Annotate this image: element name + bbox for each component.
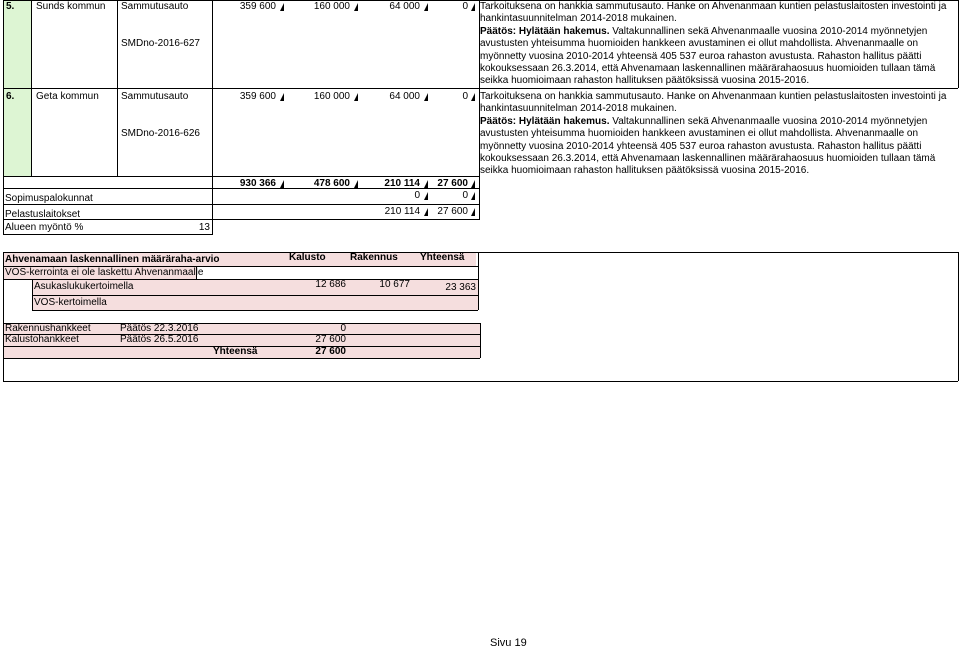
row5-building: 64 000 [389,1,420,12]
totals-building: 210 114 [384,178,420,189]
totals-total: 930 366 [239,178,276,189]
euro-icon [471,180,475,188]
grid-line [196,266,197,279]
contract-label: Sopimuspalokunnat [5,193,93,204]
euro-icon [424,3,428,11]
euro-icon [424,192,428,200]
euro-icon [471,208,475,216]
euro-icon [354,93,358,101]
totals-equipment: 478 600 [313,178,350,189]
estimate-col-equipment: Kalusto [289,252,326,263]
grid-line [3,252,4,381]
grid-line [3,188,480,189]
grid-line [958,0,959,88]
row6-target: Sammutusauto [121,91,189,102]
totals-other: 27 600 [437,178,468,189]
grid-line [32,279,33,310]
grid-line [31,0,32,176]
row5-decision-label: Päätös: Hylätään hakemus. [480,25,610,37]
grid-line [3,334,480,335]
row6-number: 6. [6,91,15,102]
grid-line [3,346,480,347]
decisions-total-amount: 27 600 [315,346,346,357]
row6-other: 0 [462,91,468,102]
row5-other: 0 [462,1,468,12]
grid-line [958,252,959,381]
grid-line [3,176,480,177]
grid-line [478,252,479,310]
row6-desc-prefix: Tarkoituksena on hankkia sammutusauto. Hanke on Ahvenanmaan kuntien pelastuslaitosten investointi ja hankintasuunnitelman 2014-2018 mukainen. [480,91,947,115]
grid-line [3,279,478,280]
contract-building: 0 [414,190,420,201]
grid-line [3,323,480,324]
grid-line [480,323,481,358]
euro-icon [354,3,358,11]
estimate-row1-label: Asukaslukukertoimella [34,281,134,292]
area-value: 13 [198,222,210,233]
row5-total: 359 600 [239,1,276,12]
euro-icon [354,180,358,188]
grid-line [3,219,480,220]
decision-row1-decision: Päätös 22.3.2016 [120,323,199,334]
euro-icon [424,93,428,101]
row5-municipality: Sunds kommun [36,1,106,12]
row6-equipment: 160 000 [313,91,350,102]
area-label: Alueen myöntö % [5,222,84,233]
row5-no-cell-bg [4,0,31,88]
row6-ref: SMDno-2016-626 [121,128,200,139]
stations-label: Pelastuslaitokset [5,209,81,220]
decisions-total-label: Yhteensä [213,346,258,357]
grid-line [3,234,213,235]
grid-line [3,266,478,267]
row5-number: 5. [6,1,15,12]
euro-icon [424,180,428,188]
grid-line [3,88,958,89]
vos-note: VOS-kerrointa ei ole laskettu Ahvenanmaalle [5,267,204,278]
euro-icon [471,93,475,101]
estimate-col-building: Rakennus [350,252,398,263]
page-number: Sivu 19 [490,637,527,649]
decision-row2-decision: Päätös 26.5.2016 [120,334,199,345]
row5-equipment: 160 000 [313,1,350,12]
estimate-row1-total: 23 363 [445,282,476,293]
euro-icon [471,192,475,200]
row6-description [480,91,958,178]
estimate-title: Ahvenamaan laskennallinen määräraha-arvio [5,254,220,265]
grid-line [3,0,4,235]
decision-row1-amount: 0 [340,323,346,334]
estimate-row2-label: VOS-kertoimella [34,297,107,308]
euro-icon [280,3,284,11]
row6-desc-rest: Valtakunnallinen sekä Ahvenanmaalle vuosina 2010-2014 myönnetyjen avustusten yhteisumma huomioiden hankkeen avustaminen ei ollut mahdollista. Ahvenanmaalle on myönnetty vuosina 2010-2014 yhteensä 405 537 euroa rahaston avustusta. Rahaston hallitus päätti kokouksessaan 26.3.2014, että Ahvenamaan laskennallinen määrärahaosuus huomioiden tullaan tämä seikka huomioimaan rahaston hallituksen päätöksissä vuosina 2015-2016. [480,115,936,177]
row5-target: Sammutusauto [121,1,189,12]
grid-line [3,204,480,205]
row6-municipality: Geta kommun [36,91,99,102]
estimate-row1-equipment: 12 686 [315,279,346,290]
euro-icon [280,93,284,101]
decision-row1-label: Rakennushankkeet [5,323,91,334]
estimate-row1-building: 10 677 [379,279,410,290]
grid-line [3,0,958,1]
row5-desc-prefix: Tarkoituksena on hankkia sammutusauto. Hanke on Ahvenanmaan kuntien pelastuslaitosten investointi ja hankintasuunnitelman 2014-2018 mukainen. [480,1,947,25]
grid-line [479,0,480,219]
row6-building: 64 000 [389,91,420,102]
grid-line [32,295,478,296]
grid-line [3,252,958,253]
stations-building: 210 114 [384,206,420,217]
decision-row2-amount: 27 600 [315,334,346,345]
grid-line [212,0,213,235]
estimate-col-total: Yhteensä [420,252,465,263]
decision-row2-label: Kalustohankkeet [5,334,79,345]
grid-line [3,358,480,359]
row6-decision-label: Päätös: Hylätään hakemus. [480,115,610,127]
stations-other: 27 600 [437,206,468,217]
euro-icon [280,180,284,188]
row5-ref: SMDno-2016-627 [121,38,200,49]
grid-line [32,310,478,311]
row5-description [480,1,958,88]
row5-desc-rest: Valtakunnallinen sekä Ahvenanmaalle vuosina 2010-2014 myönnetyjen avustusten yhteisumma huomioiden hankkeen avustaminen ei ollut mahdollista. Ahvenanmaalle on myönnetty vuosina 2010-2014 yhteensä 405 537 euroa rahaston avustusta. Rahaston hallitus päätti kokouksessaan 26.3.2014, että Ahvenamaan laskennallinen määrärahaosuus huomioiden tullaan tämä seikka huomioimaan rahaston hallituksen päätöksissä vuosina 2015-2016. [480,25,936,87]
grid-line [117,0,118,176]
contract-other: 0 [462,190,468,201]
euro-icon [424,208,428,216]
grid-line [3,381,958,382]
row6-total: 359 600 [239,91,276,102]
euro-icon [471,3,475,11]
